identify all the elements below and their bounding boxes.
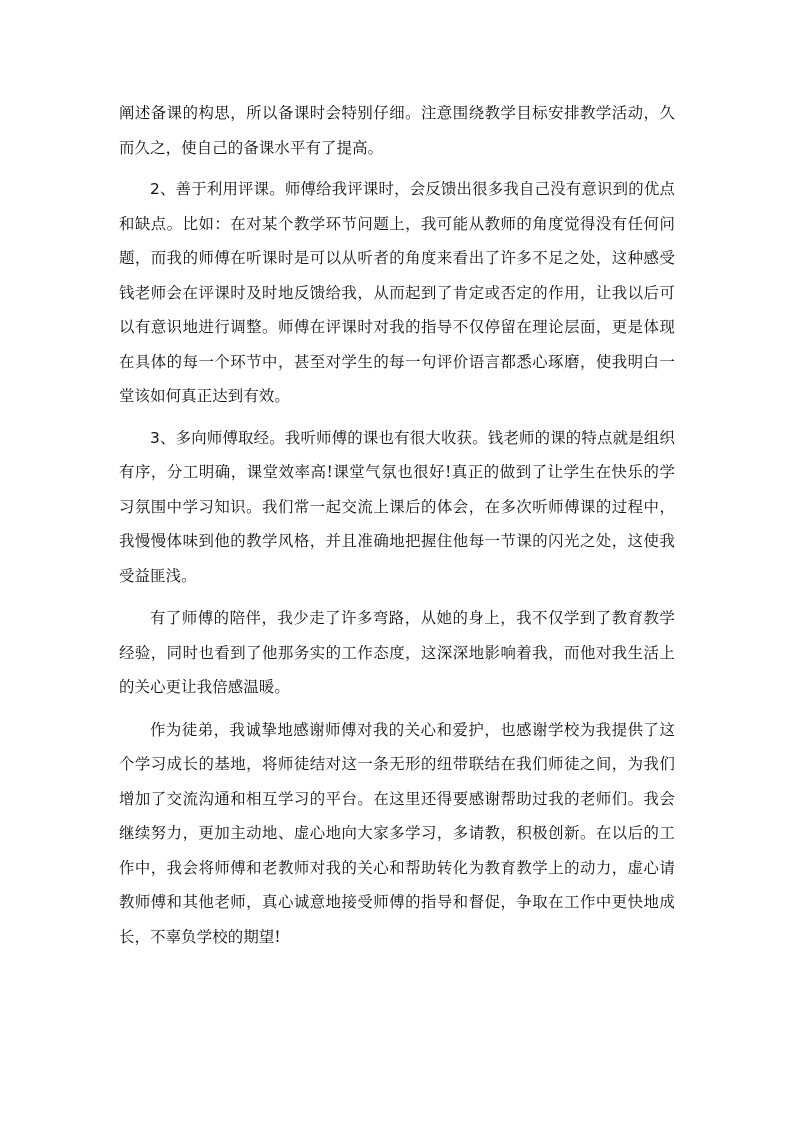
document-body: [119, 96, 675, 954]
paragraph-text: 善于利用评课。师傅给我评课时，会反馈出很多我自己没有意识到的优点和缺点。比如：在对某个教学环节问题上，我可能从教师的角度觉得没有任何问题，而我的师傅在听课时是可以从听者的角度来看出了许多不足之处，这种感受钱老师会在评课时及时地反馈给我，从而起到了肯定或否定的作用，让我以后可以有意识地进行调整。师傅在评课时对我的指导不仅停留在理论层面，更是体现在具体的每一个环节中，甚至对学生的每一句评价语言都悉心琢磨，使我明白一堂该如何真正达到有效。: [119, 180, 675, 405]
paragraph-text: 作为徒弟，我诚挚地感谢师傅对我的关心和爱护，也感谢学校为我提供了这个学习成长的基地，将师徒结对这一条无形的纽带联结在我们师徒之间，为我们增加了交流沟通和相互学习的平台。在这里还得要感谢帮助过我的老师们。我会继续努力，更加主动地、虚心地向大家多学习，多请教，积极创新。在以后的工作中，我会将师傅和老教师对我的关心和帮助转化为教育教学上的动力，虚心请教师傅和其他老师，真心诚意地接受师傅的指导和督促，争取在工作中更快地成长，不辜负学校的期望!: [119, 720, 675, 946]
paragraph-text: 阐述备课的构思，所以备课时会特别仔细。注意围绕教学目标安排教学活动，久而久之，使自己的备课水平有了提高。: [119, 104, 675, 157]
paragraph-learn-from-mentor: [119, 421, 675, 594]
paragraph-gratitude: [119, 713, 675, 955]
paragraph-text: 有了师傅的陪伴，我少走了许多弯路，从她的身上，我不仅学到了教育教学经验，同时也看到了他那务实的工作态度，这深深地影响着我，而他对我生活上的关心更让我倍感温暖。: [119, 609, 675, 696]
paragraph-number: 2、: [150, 180, 176, 198]
paragraph-number: 3、: [150, 428, 176, 447]
paragraph-text: 多向师傅取经。我听师傅的课也有很大收获。钱老师的课的特点就是组织有序，分工明确，课堂效率高!课堂气氛也很好!真正的做到了让学生在快乐的学习氛围中学习知识。我们常一起交流上课后的体会，在多次听师傅课的过程中，我慢慢体味到他的教学风格，并且准确地把握住他每一节课的闪光之处，这使我受益匪浅。: [119, 428, 675, 585]
paragraph-lesson-prep: [119, 96, 675, 165]
paragraph-lesson-evaluation: [119, 172, 675, 414]
paragraph-mentor-companionship: [119, 601, 675, 705]
